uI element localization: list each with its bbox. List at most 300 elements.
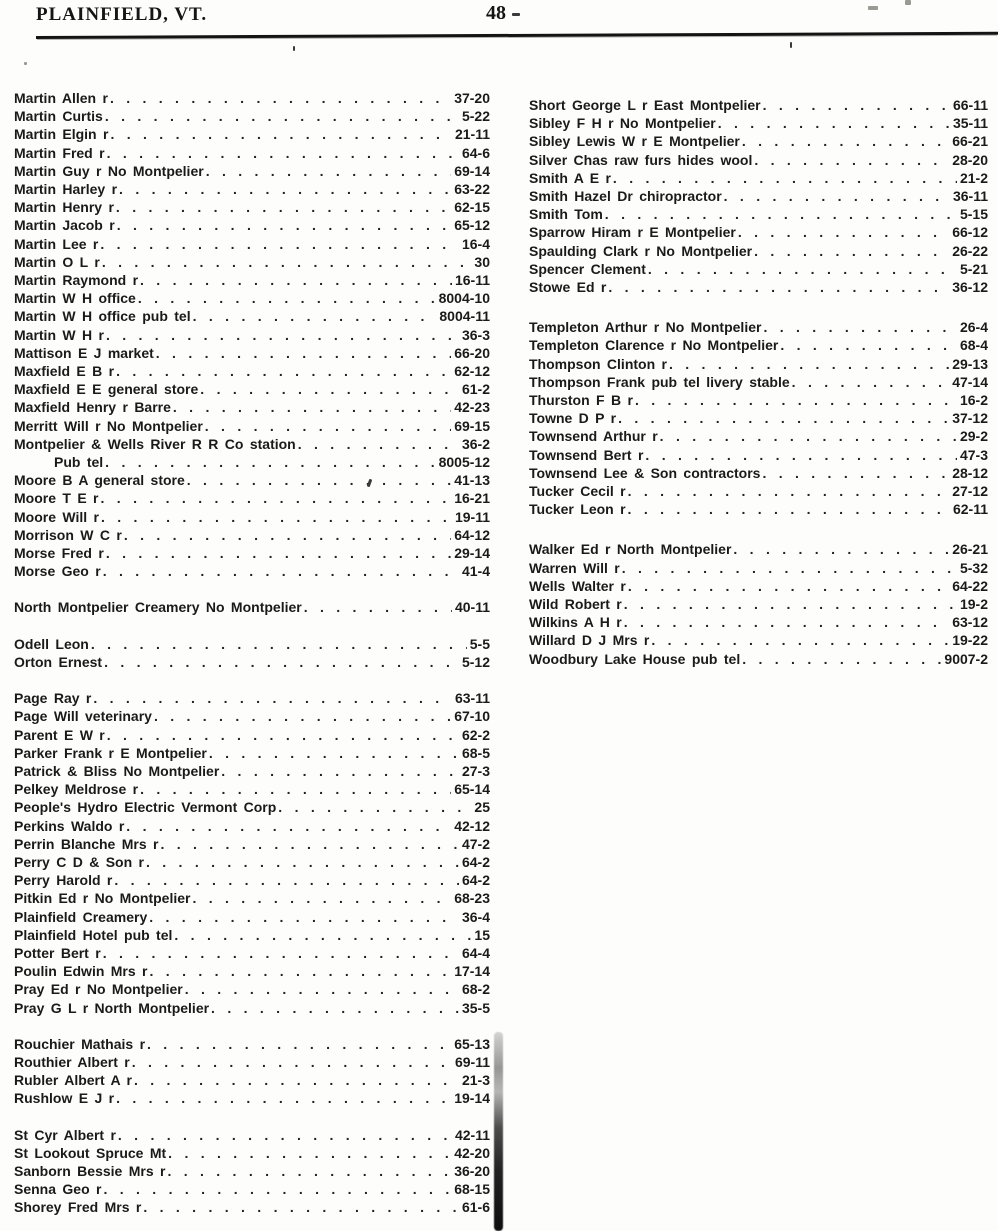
directory-entry xyxy=(14,326,490,344)
entry-name: People's Hydro Electric Vermont Corp xyxy=(14,799,277,816)
entry-name: Martin W H r xyxy=(14,326,104,343)
entry-number: 28-12 xyxy=(952,464,988,481)
leader-dots xyxy=(192,889,451,907)
leader-dots xyxy=(93,689,452,707)
directory-entry xyxy=(14,635,490,653)
entry-number: 21-3 xyxy=(461,1072,490,1089)
leader-dots xyxy=(622,559,957,577)
leader-dots xyxy=(628,482,950,500)
directory-entry xyxy=(529,278,988,296)
entry-name: Rouchier Mathais r xyxy=(14,1035,146,1052)
directory-entry xyxy=(529,114,988,132)
leader-dots xyxy=(185,980,459,998)
entry-number: 68-2 xyxy=(461,981,490,998)
entry-number: 66-11 xyxy=(952,97,988,113)
directory-entry xyxy=(14,526,490,544)
leader-dots xyxy=(134,1071,459,1089)
entry-name: Smith A E r xyxy=(529,169,611,186)
entry-name: Perrin Blanche Mrs r xyxy=(14,835,159,852)
leader-dots xyxy=(608,278,949,296)
directory-entry xyxy=(14,980,490,998)
entry-name: Parker Frank r E Montpelier xyxy=(14,744,207,761)
directory-entry xyxy=(14,944,490,962)
leader-dots xyxy=(628,500,950,518)
entry-name: Warren Will r xyxy=(529,559,620,576)
entry-number: 68-4 xyxy=(959,337,988,354)
entry-number: 5-15 xyxy=(959,206,988,223)
leader-dots xyxy=(160,835,459,853)
directory-entry xyxy=(529,260,988,278)
entry-number: 64-22 xyxy=(952,577,988,594)
scan-edge-smudge xyxy=(494,1032,503,1231)
directory-entry xyxy=(529,559,988,577)
entry-name: Smith Tom xyxy=(529,206,603,223)
entry-name: Perry Harold r xyxy=(14,872,113,889)
entry-number: 26-22 xyxy=(952,242,988,259)
directory-entry xyxy=(14,798,490,816)
leader-dots xyxy=(624,595,957,613)
entry-name: Shorey Fred Mrs r xyxy=(14,1199,142,1216)
entry-number: 65-14 xyxy=(454,781,490,798)
directory-entry xyxy=(529,205,988,223)
entry-name: Tucker Cecil r xyxy=(529,483,626,500)
entry-number: 68-23 xyxy=(454,890,490,907)
directory-entry xyxy=(14,835,490,853)
directory-entry xyxy=(14,89,490,107)
entry-number: 47-14 xyxy=(952,373,988,390)
leader-dots xyxy=(104,653,459,671)
entry-name: Spaulding Clark r No Montpelier xyxy=(529,242,753,259)
leader-dots xyxy=(209,744,459,762)
entry-number: 29-14 xyxy=(454,545,490,562)
entry-name: Templeton Clarence r No Montpelier xyxy=(529,337,779,354)
directory-entry xyxy=(14,180,490,198)
directory-entry xyxy=(529,409,988,427)
leader-dots xyxy=(116,1089,451,1107)
leader-dots xyxy=(648,260,957,278)
directory-entry xyxy=(529,482,988,500)
entry-name: North Montpelier Creamery No Montpelier xyxy=(14,599,302,616)
leader-dots xyxy=(147,1035,451,1053)
entry-group xyxy=(14,1126,490,1217)
entry-number: 29-13 xyxy=(952,355,988,372)
leader-dots xyxy=(618,409,949,427)
directory-entry xyxy=(14,689,490,707)
entry-number: 26-4 xyxy=(959,319,988,336)
entry-name: Perry C D & Son r xyxy=(14,853,144,870)
entry-number: 19-11 xyxy=(454,508,490,525)
entry-number: 64-4 xyxy=(461,944,490,961)
entry-name: Morse Geo r xyxy=(14,563,101,580)
leader-dots xyxy=(792,373,950,391)
directory-entry xyxy=(529,446,988,464)
entry-number: 42-11 xyxy=(454,1126,490,1143)
entry-name: Morse Fred r xyxy=(14,545,104,562)
entry-number: 5-32 xyxy=(959,559,988,576)
entry-name: Pray Ed r No Montpelier xyxy=(14,981,183,998)
entry-name: Townsend Lee & Son contractors xyxy=(529,464,761,481)
entry-number: 36-11 xyxy=(952,188,988,205)
leader-dots xyxy=(116,362,451,380)
scan-speck xyxy=(293,46,295,51)
leader-dots xyxy=(754,151,949,169)
entry-number: 64-2 xyxy=(461,872,490,889)
entry-name: Wells Walter r xyxy=(529,577,626,594)
directory-entry xyxy=(529,650,988,668)
entry-name: Tucker Leon r xyxy=(529,501,626,518)
entry-name: Martin W H office xyxy=(14,290,136,307)
leader-dots xyxy=(167,1162,451,1180)
directory-entry xyxy=(529,151,988,169)
directory-entry xyxy=(529,500,988,518)
entry-name: Smith Hazel Dr chiropractor xyxy=(529,188,722,205)
directory-entry xyxy=(14,780,490,798)
entry-number: 5-21 xyxy=(959,260,988,277)
column-right xyxy=(529,96,988,668)
entry-name: Potter Bert r xyxy=(14,944,101,961)
directory-entry xyxy=(529,355,988,373)
directory-entry xyxy=(14,762,490,780)
entry-name: Martin Lee r xyxy=(14,235,99,252)
entry-name: Townsend Bert r xyxy=(529,446,644,463)
leader-dots xyxy=(110,89,451,107)
entry-name: Page Will veterinary xyxy=(14,708,152,725)
entry-name: Pub tel xyxy=(54,454,104,471)
leader-dots xyxy=(742,650,941,668)
entry-name: Wild Robert r xyxy=(529,596,622,613)
leader-dots xyxy=(140,780,451,798)
entry-number: 64-2 xyxy=(461,853,490,870)
leader-dots xyxy=(117,216,451,234)
entry-number: 62-2 xyxy=(461,726,490,743)
leader-dots xyxy=(149,908,459,926)
entry-name: Wilkins A H r xyxy=(529,614,622,631)
entry-number: 41-4 xyxy=(461,563,490,580)
directory-entry xyxy=(14,926,490,944)
entry-number: 36-20 xyxy=(454,1162,490,1179)
directory-entry xyxy=(529,318,988,336)
leader-dots xyxy=(206,162,452,180)
entry-number: 63-22 xyxy=(454,181,490,198)
entry-group xyxy=(14,689,490,1017)
leader-dots xyxy=(107,144,459,162)
column-left xyxy=(14,89,490,1217)
entry-name: Pelkey Meldrose r xyxy=(14,781,139,798)
leader-dots xyxy=(168,1144,451,1162)
entry-number: 21-2 xyxy=(959,169,988,186)
entry-number: 9007-2 xyxy=(944,650,988,667)
directory-entry xyxy=(529,595,988,613)
entry-number: 8004-11 xyxy=(439,308,490,325)
leader-dots xyxy=(102,253,472,271)
leader-dots xyxy=(742,132,949,150)
entry-name: Odell Leon xyxy=(14,635,89,652)
entry-number: 47-3 xyxy=(959,446,988,463)
directory-entry xyxy=(14,908,490,926)
entry-number: 30 xyxy=(474,253,490,270)
directory-entry xyxy=(14,125,490,143)
entry-name: Silver Chas raw furs hides wool xyxy=(529,151,753,168)
leader-dots xyxy=(780,336,957,354)
entry-name: Pitkin Ed r No Montpelier xyxy=(14,890,191,907)
entry-name: Templeton Arthur r No Montpelier xyxy=(529,319,762,336)
entry-number: 25 xyxy=(474,799,490,816)
directory-entry xyxy=(14,544,490,562)
scan-speck xyxy=(868,6,878,10)
entry-number: 42-23 xyxy=(454,399,490,416)
directory-entry xyxy=(529,391,988,409)
page-title: PLAINFIELD, VT. xyxy=(36,4,208,25)
leader-dots xyxy=(146,853,459,871)
directory-entry xyxy=(14,271,490,289)
entry-name: Perkins Waldo r xyxy=(14,817,125,834)
entry-name: Willard D J Mrs r xyxy=(529,632,650,649)
leader-dots xyxy=(132,1053,452,1071)
entry-number: 5-22 xyxy=(461,108,490,125)
directory-entry xyxy=(14,962,490,980)
entry-number: 62-12 xyxy=(454,363,490,380)
leader-dots xyxy=(173,398,451,416)
directory-entry xyxy=(14,398,490,416)
leader-dots xyxy=(174,926,471,944)
entry-number: 61-6 xyxy=(461,1199,490,1216)
entry-name: Plainfield Hotel pub tel xyxy=(14,926,173,943)
entry-name: Thompson Clinton r xyxy=(529,355,667,372)
directory-entry xyxy=(14,598,490,616)
directory-entry xyxy=(14,1035,490,1053)
entry-number: 26-21 xyxy=(952,541,988,558)
entry-name: Maxfield E B r xyxy=(14,363,115,380)
directory-entry xyxy=(14,1089,490,1107)
leader-dots xyxy=(278,798,471,816)
entry-number: 65-12 xyxy=(454,217,490,234)
directory-entry xyxy=(529,464,988,482)
entry-name: Parent E W r xyxy=(14,726,105,743)
leader-dots xyxy=(100,235,459,253)
leader-dots xyxy=(91,635,467,653)
entry-number: 36-3 xyxy=(461,326,490,343)
entry-number: 15 xyxy=(474,926,490,943)
entry-name: St Cyr Albert r xyxy=(14,1126,116,1143)
directory-entry xyxy=(14,1053,490,1071)
entry-name: Martin Raymond r xyxy=(14,272,139,289)
leader-dots xyxy=(193,307,437,325)
entry-number: 35-5 xyxy=(461,999,490,1016)
entry-number: 8005-12 xyxy=(438,454,490,471)
entry-group xyxy=(14,1035,490,1108)
directory-entry xyxy=(14,653,490,671)
leader-dots xyxy=(669,355,949,373)
leader-dots xyxy=(660,427,957,445)
leader-dots xyxy=(205,417,451,435)
entry-number: 37-12 xyxy=(952,410,988,427)
directory-entry xyxy=(14,817,490,835)
directory-entry xyxy=(14,508,490,526)
leader-dots xyxy=(187,471,451,489)
entry-name: Maxfield E E general store xyxy=(14,381,199,398)
entry-number: 69-14 xyxy=(454,162,490,179)
entry-name: Merritt Will r No Montpelier xyxy=(14,417,203,434)
entry-number: 19-22 xyxy=(952,632,988,649)
entry-group xyxy=(14,635,490,671)
entry-number: 5-12 xyxy=(461,653,490,670)
leader-dots xyxy=(101,489,452,507)
directory-entry xyxy=(14,107,490,125)
leader-dots xyxy=(605,205,957,223)
entry-name: Sibley Lewis W r E Montpelier xyxy=(529,133,740,150)
entry-name: Poulin Edwin Mrs r xyxy=(14,963,148,980)
scan-speck xyxy=(790,42,792,48)
entry-name: Martin Guy r No Montpelier xyxy=(14,162,204,179)
entry-number: 66-21 xyxy=(952,133,988,150)
directory-entry xyxy=(529,132,988,150)
leader-dots xyxy=(645,446,957,464)
leader-dots xyxy=(156,344,451,362)
entry-number: 29-2 xyxy=(959,428,988,445)
directory-entry xyxy=(14,380,490,398)
directory-entry xyxy=(529,242,988,260)
entry-number: 37-20 xyxy=(454,90,490,106)
entry-number: 63-12 xyxy=(952,614,988,631)
leader-dots xyxy=(106,544,451,562)
entry-group xyxy=(14,89,490,580)
leader-dots xyxy=(211,999,459,1017)
entry-name: Patrick & Bliss No Montpelier xyxy=(14,762,220,779)
directory-entry xyxy=(14,489,490,507)
entry-group xyxy=(529,540,988,667)
entry-name: Martin Henry r xyxy=(14,199,114,216)
leader-dots xyxy=(733,540,949,558)
directory-entry xyxy=(14,198,490,216)
leader-dots xyxy=(635,391,957,409)
scan-speck xyxy=(905,0,911,5)
leader-dots xyxy=(126,817,451,835)
entry-name: Spencer Clement xyxy=(529,260,646,277)
page-number: 48 xyxy=(486,2,506,24)
directory-entry xyxy=(14,144,490,162)
leader-dots xyxy=(624,613,950,631)
entry-name: Pray G L r North Montpelier xyxy=(14,999,210,1016)
entry-number: 16-11 xyxy=(454,272,490,289)
entry-name: Morrison W C r xyxy=(14,526,122,543)
entry-number: 67-10 xyxy=(454,708,490,725)
entry-name: Martin Allen r xyxy=(14,90,108,106)
entry-name: Stowe Ed r xyxy=(529,279,607,296)
entry-number: 16-4 xyxy=(461,235,490,252)
leader-dots xyxy=(754,242,949,260)
directory-entry xyxy=(14,562,490,580)
leader-dots xyxy=(150,962,452,980)
directory-entry xyxy=(14,1126,490,1144)
leader-dots xyxy=(140,271,452,289)
entry-name: Martin Harley r xyxy=(14,181,118,198)
entry-name: Moore Will r xyxy=(14,508,99,525)
entry-name: Martin Elgin r xyxy=(14,126,109,143)
entry-name: Rubler Albert A r xyxy=(14,1072,132,1089)
directory-entry xyxy=(14,744,490,762)
entry-name: Thompson Frank pub tel livery stable xyxy=(529,373,790,390)
entry-name: Martin W H office pub tel xyxy=(14,308,191,325)
entry-name: Thurston F B r xyxy=(529,392,633,409)
entry-number: 64-12 xyxy=(454,526,490,543)
entry-number: 35-11 xyxy=(952,115,988,132)
leader-dots xyxy=(110,125,452,143)
entry-name: Sparrow Hiram r E Montpelier xyxy=(529,224,736,241)
entry-number: 27-3 xyxy=(461,762,490,779)
leader-dots xyxy=(124,526,451,544)
directory-entry xyxy=(14,1198,490,1216)
leader-dots xyxy=(304,598,452,616)
leader-dots xyxy=(103,944,459,962)
entry-number: 66-20 xyxy=(454,344,490,361)
entry-number: 62-15 xyxy=(454,199,490,216)
entry-name: St Lookout Spruce Mt xyxy=(14,1144,167,1161)
entry-number: 28-20 xyxy=(952,151,988,168)
directory-entry xyxy=(14,453,490,471)
directory-entry xyxy=(529,613,988,631)
directory-entry xyxy=(14,289,490,307)
directory-entry xyxy=(14,726,490,744)
scan-speck xyxy=(512,13,520,16)
scan-speck xyxy=(24,62,27,65)
leader-dots xyxy=(105,453,435,471)
directory-entry xyxy=(529,96,988,114)
leader-dots xyxy=(200,380,459,398)
leader-dots xyxy=(718,114,950,132)
entry-number: 62-11 xyxy=(952,501,988,518)
entry-number: 64-6 xyxy=(461,144,490,161)
entry-number: 40-11 xyxy=(454,599,490,616)
entry-name: Moore B A general store xyxy=(14,472,185,489)
entry-number: 42-20 xyxy=(454,1144,490,1161)
entry-name: Townsend Arthur r xyxy=(529,428,658,445)
entry-name: Moore T E r xyxy=(14,490,99,507)
entry-number: 17-14 xyxy=(454,963,490,980)
directory-entry xyxy=(14,1162,490,1180)
entry-number: 16-2 xyxy=(959,392,988,409)
entry-name: Sibley F H r No Montpelier xyxy=(529,115,716,132)
directory-entry xyxy=(529,373,988,391)
leader-dots xyxy=(613,169,957,187)
entry-name: Orton Ernest xyxy=(14,653,103,670)
entry-name: Martin Jacob r xyxy=(14,217,115,234)
entry-name: Plainfield Creamery xyxy=(14,908,148,925)
leader-dots xyxy=(105,107,459,125)
leader-dots xyxy=(143,1198,459,1216)
leader-dots xyxy=(116,198,451,216)
directory-entry xyxy=(14,253,490,271)
directory-entry xyxy=(529,336,988,354)
entry-number: 36-4 xyxy=(461,908,490,925)
leader-dots xyxy=(651,631,949,649)
leader-dots xyxy=(298,435,459,453)
entry-number: 68-15 xyxy=(454,1181,490,1198)
entry-number: 41-13 xyxy=(454,472,490,489)
entry-number: 69-15 xyxy=(454,417,490,434)
directory-entry xyxy=(14,1071,490,1089)
entry-number: 68-5 xyxy=(461,744,490,761)
directory-entry xyxy=(529,223,988,241)
directory-entry xyxy=(14,417,490,435)
entry-name: Rushlow E J r xyxy=(14,1090,115,1107)
entry-name: Martin Curtis xyxy=(14,108,103,125)
directory-entry xyxy=(14,162,490,180)
directory-entry xyxy=(529,631,988,649)
directory-entry xyxy=(14,216,490,234)
leader-dots xyxy=(106,326,459,344)
entry-name: Routhier Albert r xyxy=(14,1053,130,1070)
entry-name: Martin Fred r xyxy=(14,144,105,161)
